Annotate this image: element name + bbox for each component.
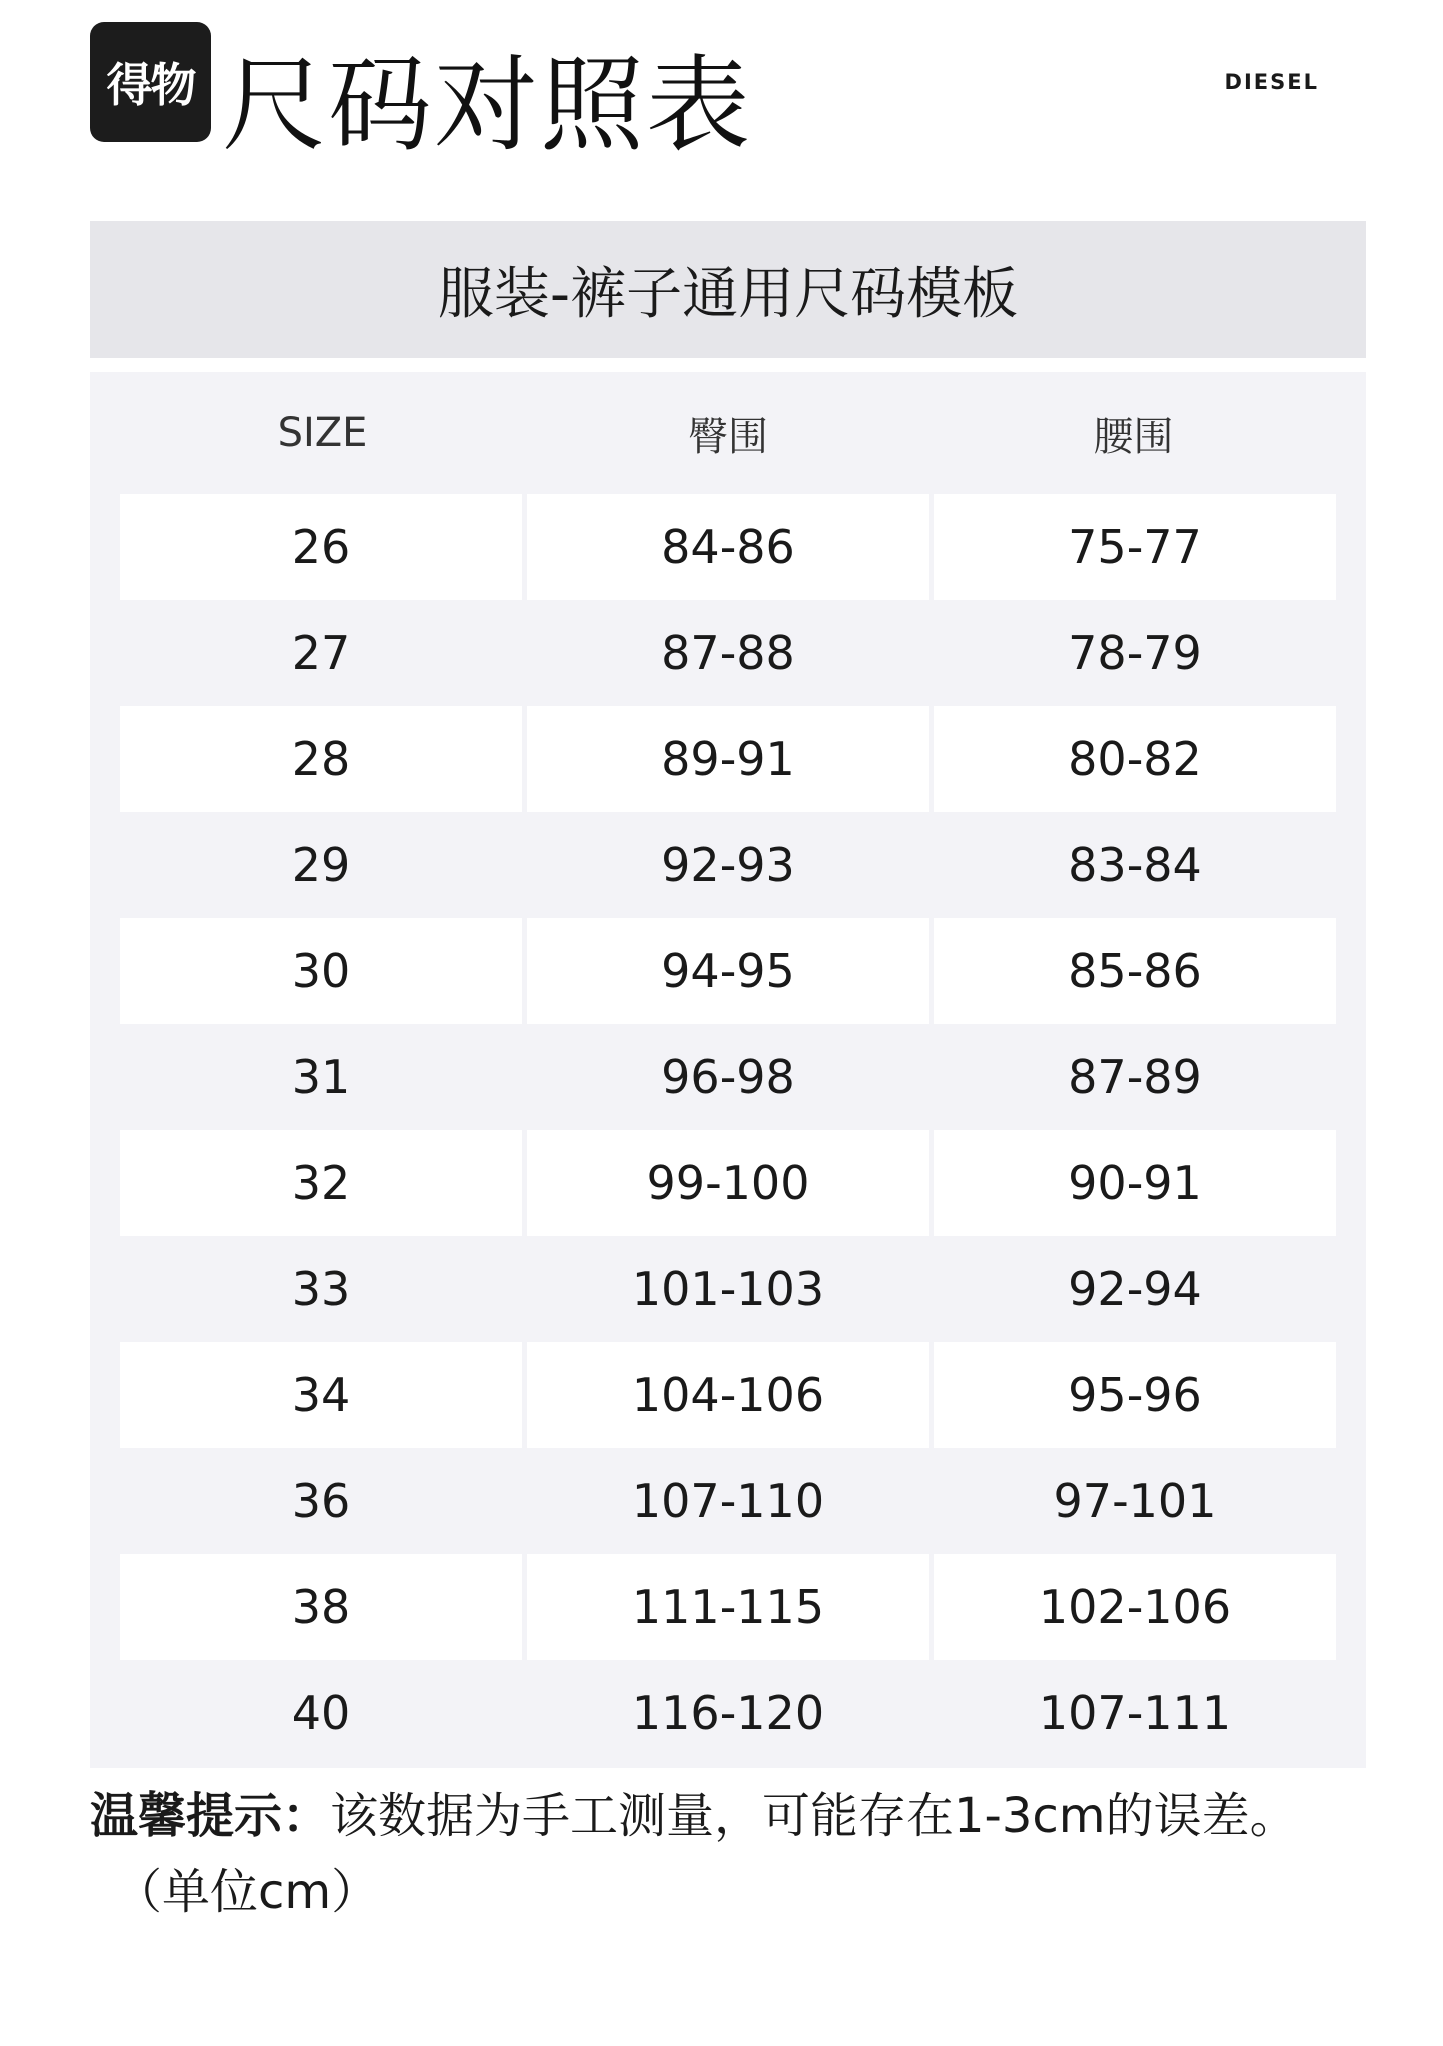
table-row	[120, 600, 1336, 706]
hip-cell: 116-120	[631, 1686, 825, 1740]
table-row	[120, 1130, 1336, 1236]
size-table	[90, 372, 1366, 1768]
app-logo-text: 得物	[106, 58, 195, 112]
size-cell: 30	[120, 918, 522, 1024]
page-title: 尺码对照表	[222, 44, 753, 166]
template-title: 服装-裤子通用尺码模板	[437, 261, 1019, 327]
table-row	[120, 1448, 1336, 1554]
table-row	[120, 706, 1336, 812]
table-row	[120, 1554, 1336, 1660]
size-cell: 34	[120, 1342, 522, 1448]
waist-cell: 102-106	[934, 1554, 1336, 1660]
table-row	[120, 918, 1336, 1024]
table-body	[120, 494, 1336, 1766]
brand-logo: DIESEL	[1224, 70, 1319, 94]
size-cell: 33	[291, 1262, 351, 1316]
hip-cell: 107-110	[631, 1474, 825, 1528]
tip-label: 温馨提示：	[90, 1788, 331, 1844]
tip-text: 该数据为手工测量，可能存在1-3cm的误差。	[330, 1788, 1298, 1844]
size-cell: 26	[120, 494, 522, 600]
app-logo	[90, 22, 211, 142]
waist-cell: 80-82	[934, 706, 1336, 812]
waist-cell: 95-96	[934, 1342, 1336, 1448]
waist-cell: 90-91	[934, 1130, 1336, 1236]
hip-cell: 92-93	[661, 838, 795, 892]
waist-cell: 75-77	[934, 494, 1336, 600]
waist-cell: 97-101	[1053, 1474, 1217, 1528]
waist-cell: 78-79	[1068, 626, 1202, 680]
table-row	[120, 1660, 1336, 1766]
table-row	[120, 494, 1336, 600]
waist-cell: 107-111	[1038, 1686, 1232, 1740]
size-cell: 40	[291, 1686, 351, 1740]
size-cell: 28	[120, 706, 522, 812]
waist-cell: 85-86	[934, 918, 1336, 1024]
column-header-hip: 臀围	[688, 413, 768, 460]
table-row	[120, 1236, 1336, 1342]
waist-cell: 83-84	[1068, 838, 1202, 892]
table-header	[120, 372, 1336, 494]
column-header-size: SIZE	[277, 410, 368, 456]
size-cell: 29	[291, 838, 351, 892]
hip-cell: 101-103	[631, 1262, 825, 1316]
waist-cell: 87-89	[1068, 1050, 1202, 1104]
hip-cell: 104-106	[527, 1342, 929, 1448]
size-cell: 32	[120, 1130, 522, 1236]
hip-cell: 94-95	[527, 918, 929, 1024]
table-row	[120, 812, 1336, 918]
size-cell: 27	[291, 626, 351, 680]
hip-cell: 96-98	[661, 1050, 795, 1104]
table-row	[120, 1024, 1336, 1130]
hip-cell: 84-86	[527, 494, 929, 600]
unit-note: （单位cm）	[114, 1864, 380, 1920]
tip-note	[90, 1778, 1380, 1930]
hip-cell: 87-88	[661, 626, 795, 680]
size-cell: 31	[291, 1050, 351, 1104]
size-cell: 36	[291, 1474, 351, 1528]
column-header-waist: 腰围	[1093, 413, 1174, 460]
hip-cell: 99-100	[527, 1130, 929, 1236]
hip-cell: 89-91	[527, 706, 929, 812]
hip-cell: 111-115	[527, 1554, 929, 1660]
size-cell: 38	[120, 1554, 522, 1660]
table-row	[120, 1342, 1336, 1448]
waist-cell: 92-94	[1068, 1262, 1202, 1316]
template-banner	[90, 221, 1366, 358]
